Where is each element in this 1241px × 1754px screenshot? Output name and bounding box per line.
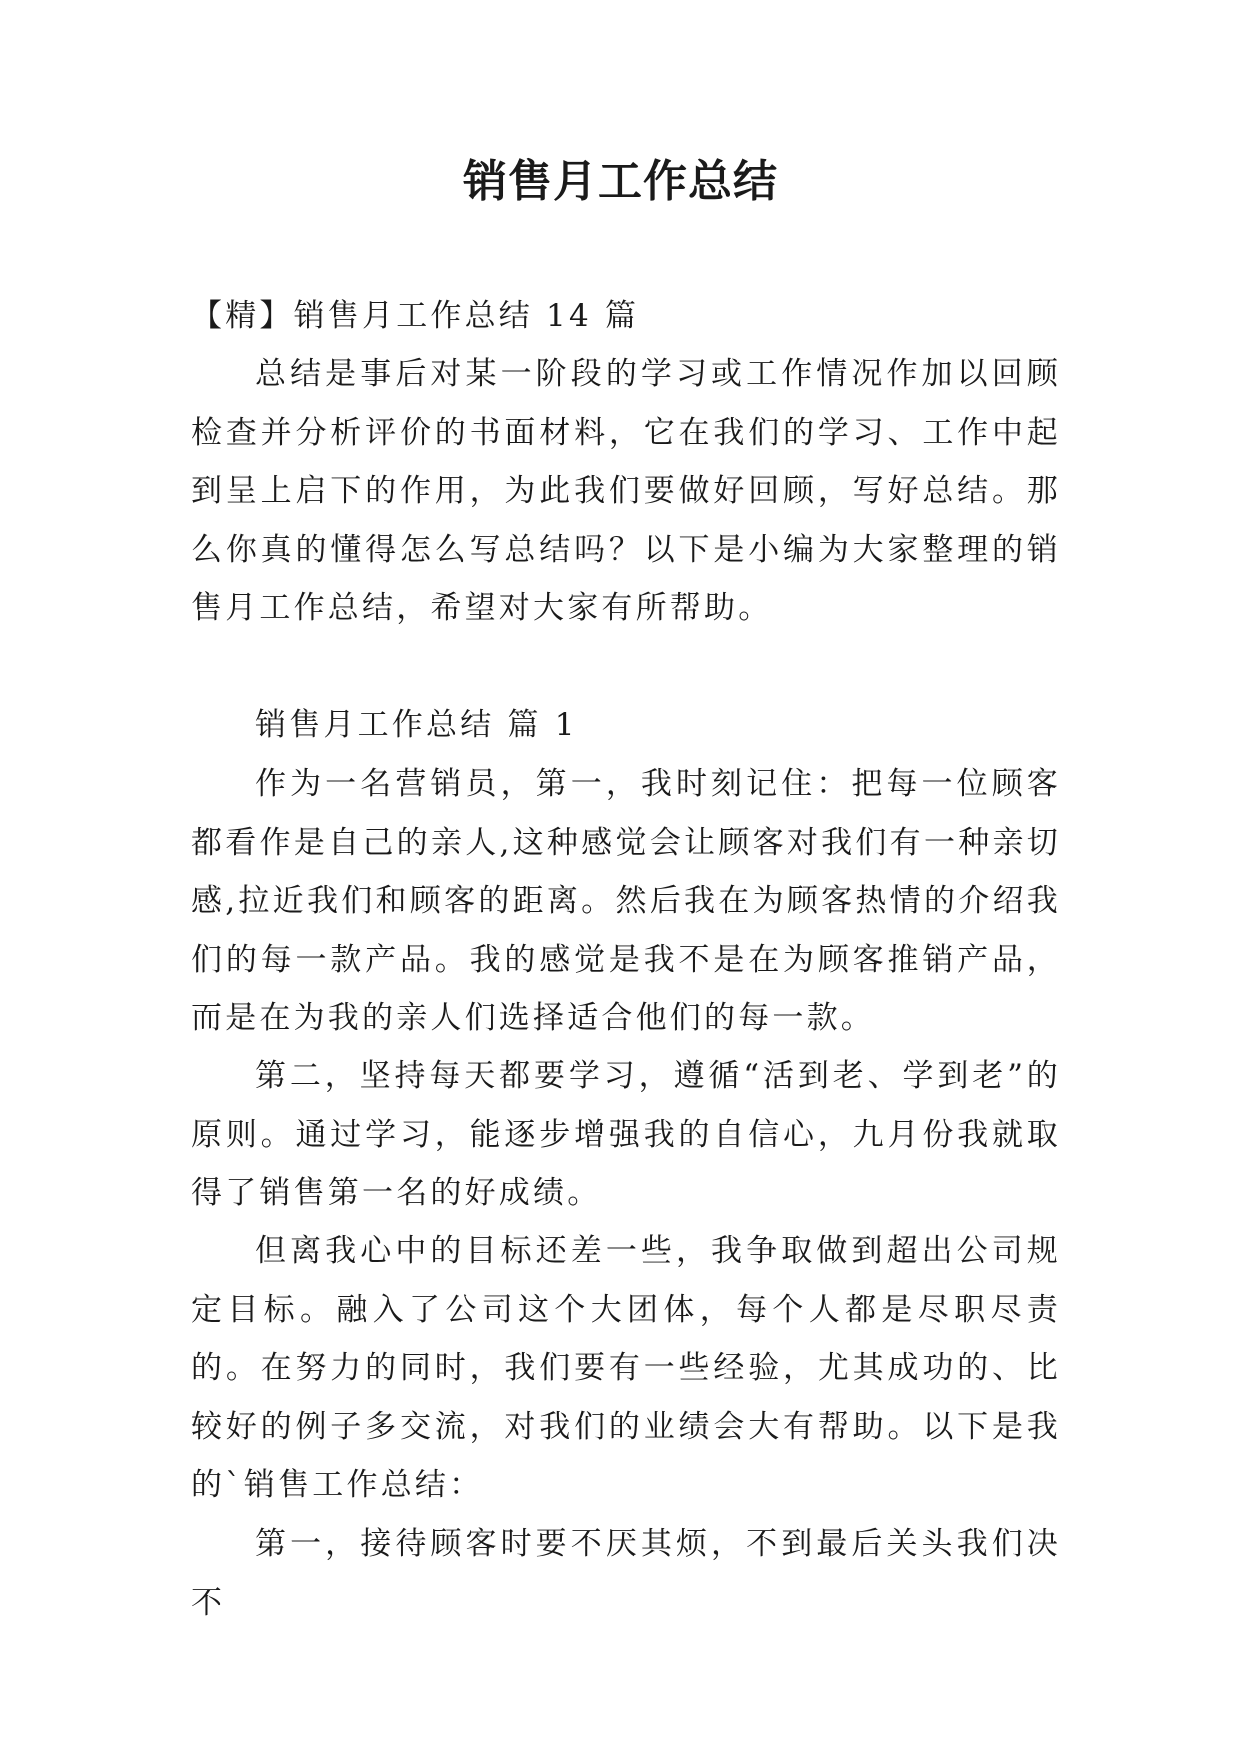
- document-title: 销售月工作总结: [463, 156, 778, 207]
- section-heading: 销售月工作总结 篇 1: [255, 707, 578, 743]
- body-paragraph: 第二，坚持每天都要学习，遵循“活到老、学到老”的原则。通过学习，能逐步增强我的自信心，九月份我就取得了销售第一名的好成绩。: [191, 1058, 1061, 1211]
- body-paragraph: 第一，接待顾客时要不厌其烦，不到最后关头我们决不: [191, 1526, 1061, 1621]
- intro-paragraph: 总结是事后对某一阶段的学习或工作情况作加以回顾检查并分析评价的书面材料，它在我们的学习、工作中起到呈上启下的作用，为此我们要做好回顾，写好总结。那么你真的懂得怎么写总结吗？以下是小编为大家整理的销售月工作总结，希望对大家有所帮助。: [191, 356, 1061, 626]
- body-paragraph: 但离我心中的目标还差一些，我争取做到超出公司规定目标。融入了公司这个大团体，每个人都是尽职尽责的。在努力的同时，我们要有一些经验，尤其成功的、比较好的例子多交流，对我们的业绩会大有帮助。以下是我的`销售工作总结：: [191, 1233, 1061, 1503]
- body-paragraph: 作为一名营销员，第一，我时刻记住：把每一位顾客都看作是自己的亲人,这种感觉会让顾客对我们有一种亲切感,拉近我们和顾客的距离。然后我在为顾客热情的介绍我们的每一款产品。我的感觉是我不是在为顾客推销产品，而是在为我的亲人们选择适合他们的每一款。: [191, 766, 1061, 1036]
- document-subtitle: 【精】销售月工作总结 14 篇: [191, 298, 640, 334]
